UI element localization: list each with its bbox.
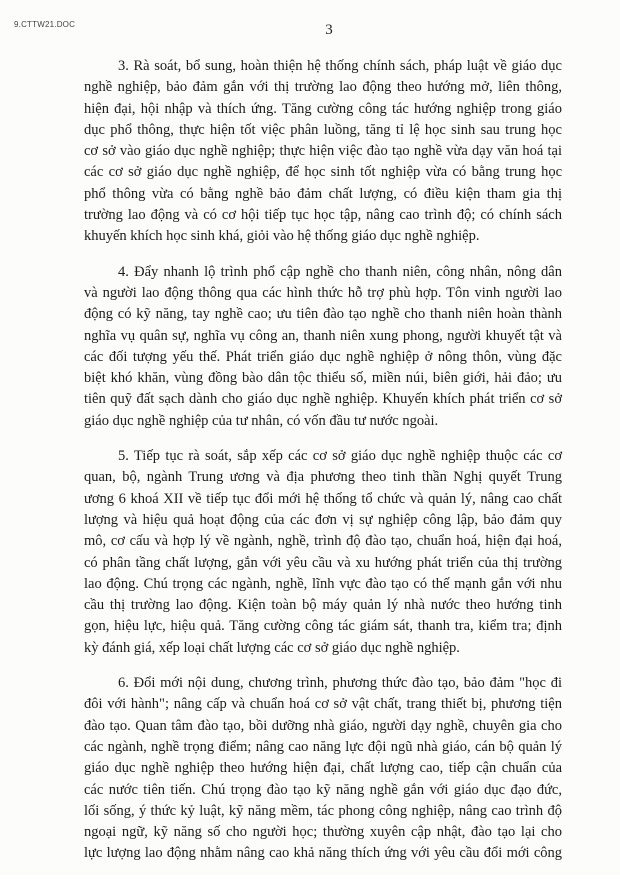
page-number: 3	[325, 22, 333, 38]
paragraph-4	[84, 262, 562, 432]
text-line: các nước tiên tiến. Chú trọng đào tạo kỹ năng nghề gắn với giáo dục đạo đức,	[84, 781, 562, 798]
text-line: các cơ sở giáo dục nghề nghiệp, để học sinh tốt nghiệp vừa có bằng trung học	[84, 164, 562, 181]
paragraph-5	[84, 446, 562, 659]
text-line: nghề nghiệp, bảo đảm gắn với thị trường lao động theo hướng mở, liên thông,	[84, 79, 562, 96]
text-line: khuyến khích học sinh khá, giỏi vào hệ thống giáo dục nghề nghiệp.	[84, 228, 480, 245]
text-line: trường lao động và có cơ hội tiếp tục học tập, nâng cao trình độ; có chính sách	[84, 207, 562, 224]
text-line: lối sống, ý thức kỷ luật, kỹ năng mềm, tác phong công nghiệp, nâng cao trình độ	[84, 802, 562, 819]
paragraph-3	[84, 56, 562, 248]
text-line: kỳ đánh giá, xếp loại chất lượng các cơ sở giáo dục nghề nghiệp.	[84, 639, 460, 656]
text-line: giáo dục nghề nghiệp của tư nhân, có vốn đầu tư nước ngoài.	[84, 412, 439, 429]
text-line: lượng và hiệu quả hoạt động của các đơn vị sự nghiệp công lập, bảo đảm quy	[84, 511, 562, 528]
text-line: và người lao động thông qua các hình thức hỗ trợ phù hợp. Tôn vinh người lao	[84, 284, 562, 301]
text-line: lực lượng lao động nhằm nâng cao khả năng thích ứng với yêu cầu đổi mới công	[84, 845, 562, 862]
text-line: ương 6 khoá XII về tiếp tục đổi mới hệ thống tổ chức và quản lý, nâng cao chất	[84, 490, 562, 507]
text-line: cơ sở vào giáo dục nghề nghiệp; thực hiện việc đào tạo nghề vừa dạy văn hoá tại	[84, 143, 562, 160]
text-line: cầu thị trường lao động. Kiện toàn bộ máy quản lý nhà nước theo hướng tinh	[84, 597, 562, 614]
text-line: tiên quỹ đất sạch dành cho giáo dục nghề nghiệp. Khuyến khích phát triển cơ sở	[84, 391, 562, 408]
paragraph-6	[84, 673, 562, 865]
text-line: dục phổ thông, thực hiện tốt việc phân luồng, tăng tỉ lệ học sinh sau trung học	[84, 121, 562, 138]
text-line: giáo dục nghề nghiệp theo hướng hiện đại, chất lượng cao, tiếp cận chuẩn của	[84, 760, 562, 777]
text-line: gọn, hiệu lực, hiệu quả. Tăng cường công tác giám sát, thanh tra, kiểm tra; định	[84, 618, 562, 635]
text-line: biệt khó khăn, vùng đồng bào dân tộc thiểu số, miền núi, biên giới, hải đảo; ưu	[84, 370, 562, 387]
text-line: 5. Tiếp tục rà soát, sắp xếp các cơ sở giáo dục nghề nghiệp thuộc các cơ	[118, 448, 562, 465]
text-line: đôi với hành"; nâng cấp và chuẩn hoá cơ sở vật chất, trang thiết bị, phương tiện	[84, 696, 562, 713]
text-line: lao động. Chú trọng các ngành, nghề, lĩnh vực đào tạo có thế mạnh gắn với nhu	[84, 575, 562, 592]
text-line: 6. Đổi mới nội dung, chương trình, phương thức đào tạo, bảo đảm "học đi	[118, 675, 562, 692]
file-code: 9.CTTW21.DOC	[14, 20, 76, 29]
text-line: 4. Đẩy nhanh lộ trình phổ cập nghề cho thanh niên, công nhân, nông dân	[118, 263, 562, 280]
text-line: có phân tầng chất lượng, gắn với yêu cầu và xu hướng phát triển của thị trường	[84, 554, 562, 571]
text-line: động có kỹ năng, tay nghề cao; ưu tiên đào tạo nghề cho thanh niên hoàn thành	[84, 306, 562, 323]
text-line: mô, cơ cấu và hợp lý về ngành, nghề, trình độ đào tạo, chuẩn hoá, hiện đại hoá,	[84, 533, 562, 550]
document-body	[84, 56, 562, 879]
text-line: ngoại ngữ, kỹ năng số cho người học; thường xuyên cập nhật, đào tạo lại cho	[84, 824, 562, 841]
text-line: nghĩa vụ quân sự, nghĩa vụ công an, thanh niên xung phong, người khuyết tật và	[84, 327, 562, 344]
text-line: hiện đại, hội nhập và thích ứng. Tăng cường công tác hướng nghiệp trong giáo	[84, 100, 562, 117]
text-line: quan, bộ, ngành Trung ương và địa phương theo tinh thần Nghị quyết Trung	[84, 469, 562, 486]
text-line: các ngành, nghề trọng điểm; nâng cao năng lực đội ngũ nhà giáo, cán bộ quản lý	[84, 738, 562, 755]
text-line: đào tạo. Quan tâm đào tạo, bồi dưỡng nhà giáo, người dạy nghề, chuyên gia cho	[84, 717, 562, 734]
text-line: phổ thông vừa có bằng nghề bảo đảm chất lượng, có điều kiện tham gia thị	[84, 185, 562, 202]
text-line: 3. Rà soát, bổ sung, hoàn thiện hệ thống chính sách, pháp luật về giáo dục	[118, 58, 562, 74]
text-line: các đối tượng yếu thế. Phát triển giáo dục nghề nghiệp ở nông thôn, vùng đặc	[84, 348, 562, 365]
